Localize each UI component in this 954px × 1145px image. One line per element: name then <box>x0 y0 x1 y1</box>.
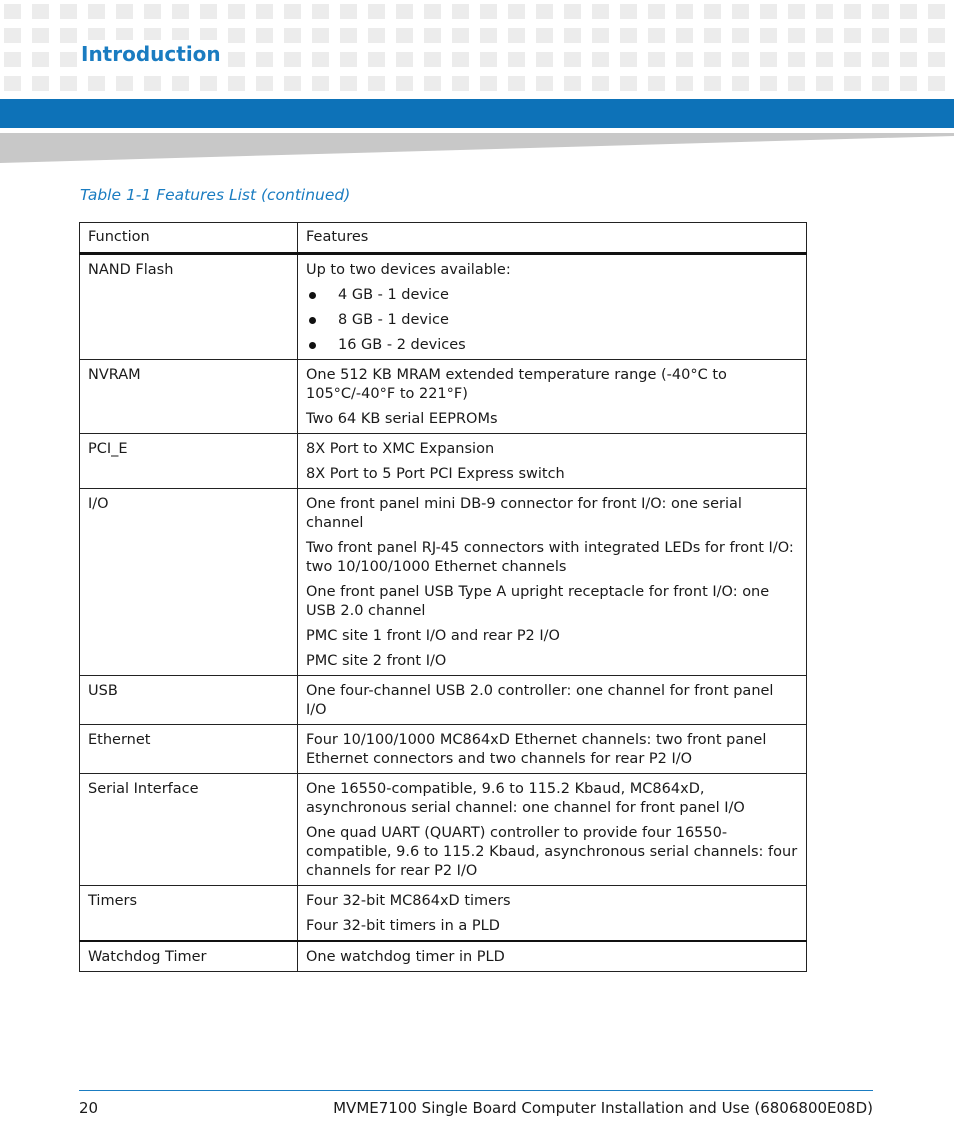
header-dot <box>732 76 749 91</box>
header-dot <box>592 28 609 43</box>
feature-text: 8X Port to 5 Port PCI Express switch <box>306 466 565 482</box>
table-body <box>80 254 807 972</box>
header-dot <box>788 28 805 43</box>
header-dot <box>928 76 945 91</box>
column-header-features: Features <box>298 223 807 254</box>
header-dot <box>312 52 329 67</box>
bullet-icon <box>309 317 316 324</box>
features-cell <box>298 725 807 774</box>
header-dot <box>760 76 777 91</box>
header-dot <box>676 76 693 91</box>
header-dot <box>32 4 49 19</box>
header-dot <box>676 52 693 67</box>
feature-text: PMC site 2 front I/O <box>306 653 447 669</box>
header-dot <box>648 76 665 91</box>
features-cell <box>298 434 807 489</box>
features-cell <box>298 360 807 434</box>
header-dot <box>676 4 693 19</box>
header-dot <box>592 76 609 91</box>
header-dot <box>452 28 469 43</box>
function-cell: Ethernet <box>80 725 298 774</box>
header-dot <box>788 4 805 19</box>
header-dot <box>928 4 945 19</box>
table-row <box>80 360 807 434</box>
header-dot <box>116 76 133 91</box>
header-dot <box>872 4 889 19</box>
bullet-icon <box>309 292 316 299</box>
header-dot <box>900 52 917 67</box>
function-cell: USB <box>80 676 298 725</box>
header-dot <box>368 4 385 19</box>
header-dot <box>228 52 245 67</box>
header-dot <box>564 76 581 91</box>
page-number: 20 <box>79 1099 99 1117</box>
header-dot <box>648 28 665 43</box>
header-dot <box>200 4 217 19</box>
header-dot <box>872 28 889 43</box>
feature-text: Two 64 KB serial EEPROMs <box>306 411 498 427</box>
header-dot <box>592 4 609 19</box>
header-dot <box>340 52 357 67</box>
header-dot <box>480 76 497 91</box>
header-dot <box>928 52 945 67</box>
feature-bullet-item <box>306 286 798 305</box>
header-dot <box>424 28 441 43</box>
feature-text: PMC site 1 front I/O and rear P2 I/O <box>306 628 560 644</box>
header-dot <box>32 28 49 43</box>
table-row <box>80 676 807 725</box>
header-dot <box>564 28 581 43</box>
header-dot <box>900 28 917 43</box>
bullet-text: 8 GB - 1 device <box>338 312 449 328</box>
header-dot <box>284 76 301 91</box>
header-dot <box>172 76 189 91</box>
header-dot <box>32 76 49 91</box>
header-dot <box>760 4 777 19</box>
table-caption: Table 1-1 Features List (continued) <box>80 186 351 204</box>
header-dot <box>844 4 861 19</box>
header-dot <box>200 76 217 91</box>
header-dot <box>564 52 581 67</box>
table-header-row <box>80 223 807 254</box>
header-dot <box>144 4 161 19</box>
header-dot <box>368 52 385 67</box>
header-dot <box>424 52 441 67</box>
bullet-text: 16 GB - 2 devices <box>338 337 466 353</box>
header-dot <box>284 28 301 43</box>
header-dot <box>256 4 273 19</box>
feature-text: Up to two devices available: <box>306 262 511 278</box>
header-dot <box>732 28 749 43</box>
header-dot <box>256 76 273 91</box>
header-dot <box>88 76 105 91</box>
header-dot <box>480 28 497 43</box>
header-dot <box>368 76 385 91</box>
function-cell: I/O <box>80 489 298 676</box>
document-title: MVME7100 Single Board Computer Installation and Use (6806800E08D) <box>333 1099 873 1117</box>
header-dot <box>4 76 21 91</box>
header-dot <box>368 28 385 43</box>
header-dot <box>536 76 553 91</box>
header-dot <box>620 28 637 43</box>
function-cell: Serial Interface <box>80 774 298 886</box>
header-dot <box>284 52 301 67</box>
header-dot <box>60 4 77 19</box>
header-dot <box>4 52 21 67</box>
header-dot <box>620 4 637 19</box>
header-blue-band <box>0 99 954 128</box>
features-table <box>79 222 807 972</box>
table-row <box>80 725 807 774</box>
header-dot <box>340 76 357 91</box>
header-dot <box>732 52 749 67</box>
header-dot <box>480 52 497 67</box>
header-dot <box>60 52 77 67</box>
feature-text: One 16550-compatible, 9.6 to 115.2 Kbaud, MC864xD, asynchronous serial channel: one channel for front panel I/O <box>306 781 745 816</box>
header-dot <box>844 52 861 67</box>
header-dot <box>312 76 329 91</box>
header-dot <box>284 4 301 19</box>
header-dot <box>312 4 329 19</box>
header-dot <box>396 28 413 43</box>
function-cell: NAND Flash <box>80 254 298 360</box>
table-row <box>80 434 807 489</box>
column-header-function: Function <box>80 223 298 254</box>
header-dot <box>256 52 273 67</box>
feature-text: One four-channel USB 2.0 controller: one channel for front panel I/O <box>306 683 774 718</box>
header-dot <box>452 76 469 91</box>
feature-bullet-item <box>306 311 798 330</box>
features-cell <box>298 774 807 886</box>
table-row <box>80 489 807 676</box>
header-dot <box>452 52 469 67</box>
header-dot <box>172 4 189 19</box>
header-dot <box>228 4 245 19</box>
header-dot <box>312 28 329 43</box>
features-cell <box>298 489 807 676</box>
header-dot <box>760 28 777 43</box>
header-dot <box>508 52 525 67</box>
footer-rule <box>79 1090 873 1091</box>
feature-text: One front panel USB Type A upright receptacle for front I/O: one USB 2.0 channel <box>306 584 770 619</box>
feature-text: 8X Port to XMC Expansion <box>306 441 495 457</box>
features-cell <box>298 254 807 360</box>
bullet-icon <box>309 342 316 349</box>
header-dot <box>256 28 273 43</box>
header-dot <box>116 4 133 19</box>
header-dot <box>816 76 833 91</box>
function-cell: PCI_E <box>80 434 298 489</box>
function-cell: Timers <box>80 886 298 942</box>
header-dot <box>508 76 525 91</box>
features-cell <box>298 941 807 972</box>
header-dot <box>480 4 497 19</box>
feature-text: Four 32-bit MC864xD timers <box>306 893 511 909</box>
header-dot <box>900 76 917 91</box>
header-dot <box>844 76 861 91</box>
header-dot <box>228 28 245 43</box>
table-row <box>80 774 807 886</box>
header-dot <box>704 28 721 43</box>
header-dot <box>648 4 665 19</box>
features-cell <box>298 676 807 725</box>
header-dot <box>676 28 693 43</box>
table-row <box>80 941 807 972</box>
feature-bullet-list <box>306 286 798 355</box>
features-cell <box>298 886 807 942</box>
header-dot <box>340 28 357 43</box>
header-dot <box>4 28 21 43</box>
table-row <box>80 254 807 360</box>
header-dot <box>4 4 21 19</box>
header-dot <box>60 76 77 91</box>
header-dot <box>788 76 805 91</box>
bullet-text: 4 GB - 1 device <box>338 287 449 303</box>
header-dot <box>536 52 553 67</box>
header-dot <box>900 4 917 19</box>
header-dot <box>424 4 441 19</box>
header-dot <box>816 4 833 19</box>
header-dot <box>732 4 749 19</box>
header-dot <box>704 4 721 19</box>
header-grey-wedge <box>0 133 954 163</box>
header-dot <box>60 28 77 43</box>
header-dot <box>788 52 805 67</box>
header-dot <box>872 76 889 91</box>
feature-text: Four 32-bit timers in a PLD <box>306 918 500 934</box>
header-dot <box>396 52 413 67</box>
header-dot <box>452 4 469 19</box>
header-dot <box>872 52 889 67</box>
header-dot <box>620 52 637 67</box>
feature-bullet-item <box>306 336 798 355</box>
header-dot <box>536 4 553 19</box>
header-dot <box>340 4 357 19</box>
feature-text: Four 10/100/1000 MC864xD Ethernet channels: two front panel Ethernet connectors and two channels for rear P2 I/O <box>306 732 767 767</box>
function-cell: NVRAM <box>80 360 298 434</box>
section-title: Introduction <box>81 42 221 66</box>
header-dot <box>760 52 777 67</box>
header-dot <box>508 28 525 43</box>
header-dot <box>928 28 945 43</box>
header-dot <box>648 52 665 67</box>
header-dot <box>508 4 525 19</box>
feature-text: One front panel mini DB-9 connector for front I/O: one serial channel <box>306 496 742 531</box>
header-dot <box>396 4 413 19</box>
header-dot <box>424 76 441 91</box>
feature-text: One quad UART (QUART) controller to provide four 16550-compatible, 9.6 to 115.2 Kbaud, asynchronous serial channels: four channels for rear P2 I/O <box>306 825 798 879</box>
header-dot <box>536 28 553 43</box>
header-dot <box>620 76 637 91</box>
header-dot <box>704 52 721 67</box>
header-dot <box>592 52 609 67</box>
header-dot <box>88 4 105 19</box>
header-dot <box>816 28 833 43</box>
header-dot <box>228 76 245 91</box>
header-dot <box>844 28 861 43</box>
feature-text: Two front panel RJ-45 connectors with integrated LEDs for front I/O: two 10/100/1000 Ethernet channels <box>306 540 794 575</box>
function-cell: Watchdog Timer <box>80 941 298 972</box>
header-dot <box>144 76 161 91</box>
header-dot <box>396 76 413 91</box>
feature-text: One watchdog timer in PLD <box>306 949 505 965</box>
header-dot <box>816 52 833 67</box>
table-row <box>80 886 807 942</box>
header-dot <box>704 76 721 91</box>
feature-text: One 512 KB MRAM extended temperature range (-40°C to 105°C/-40°F to 221°F) <box>306 367 727 402</box>
header-dot <box>32 52 49 67</box>
header-dot <box>564 4 581 19</box>
